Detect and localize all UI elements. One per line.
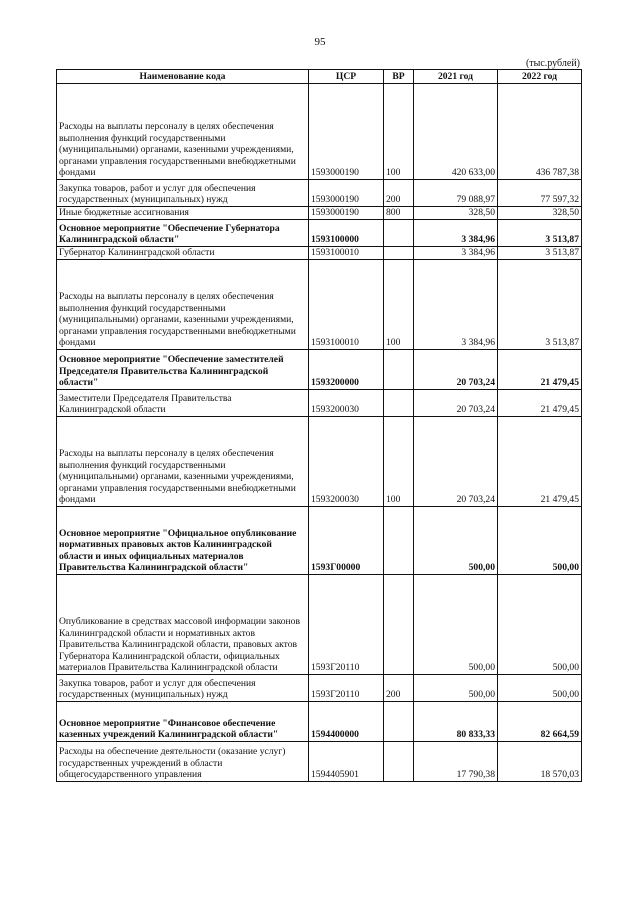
cell-2021: 17 790,38: [414, 742, 498, 782]
cell-2022: 328,50: [498, 207, 582, 220]
cell-vr: 200: [384, 180, 414, 207]
table-row: [57, 207, 582, 220]
cell-name: Расходы на выплаты персоналу в целях обеспечения выполнения функций государственными (муниципальными) органами, казенными учреждениями, органами управления государственными внебюджетными фондами: [57, 417, 309, 507]
cell-csr: 1593000190: [309, 207, 384, 220]
cell-csr: 1593Г20110: [309, 675, 384, 702]
cell-csr: 1593200000: [309, 350, 384, 390]
table-row: [57, 390, 582, 417]
cell-2021: 3 384,96: [414, 220, 498, 247]
header-csr: ЦСР: [309, 70, 384, 84]
cell-vr: [384, 742, 414, 782]
cell-vr: [384, 702, 414, 742]
cell-name: Заместители Председателя Правительства Калининградской области: [57, 390, 309, 417]
cell-2022: 3 513,87: [498, 247, 582, 260]
cell-2021: 328,50: [414, 207, 498, 220]
table-row: [57, 417, 582, 507]
table-row: [57, 260, 582, 350]
cell-csr: 1593Г20110: [309, 575, 384, 675]
cell-2021: 3 384,96: [414, 260, 498, 350]
cell-2021: 20 703,24: [414, 350, 498, 390]
cell-vr: 200: [384, 675, 414, 702]
cell-vr: [384, 507, 414, 575]
cell-2022: 3 513,87: [498, 260, 582, 350]
cell-2022: 3 513,87: [498, 220, 582, 247]
cell-vr: [384, 247, 414, 260]
table-row-section: [57, 702, 582, 742]
cell-name: Основное мероприятие "Финансовое обеспечение казенных учреждений Калининградской области": [57, 702, 309, 742]
cell-csr: 1593200030: [309, 390, 384, 417]
table-row: [57, 742, 582, 782]
cell-2021: 20 703,24: [414, 390, 498, 417]
units-label: (тыс.рублей): [525, 58, 580, 69]
cell-vr: 100: [384, 417, 414, 507]
cell-2022: 82 664,59: [498, 702, 582, 742]
cell-2022: 21 479,45: [498, 417, 582, 507]
cell-name: Расходы на выплаты персоналу в целях обеспечения выполнения функций государственными (муниципальными) органами, казенными учреждениями, органами управления государственными внебюджетными фондами: [57, 260, 309, 350]
cell-2022: 21 479,45: [498, 390, 582, 417]
table-header-row: [57, 70, 582, 84]
cell-name: Закупка товаров, работ и услуг для обеспечения государственных (муниципальных) нужд: [57, 675, 309, 702]
table-row: [57, 675, 582, 702]
header-name: Наименование кода: [57, 70, 309, 84]
cell-csr: 1594405901: [309, 742, 384, 782]
cell-2022: 77 597,32: [498, 180, 582, 207]
cell-2022: 500,00: [498, 507, 582, 575]
cell-name: Иные бюджетные ассигнования: [57, 207, 309, 220]
cell-csr: 1593000190: [309, 180, 384, 207]
cell-vr: [384, 575, 414, 675]
cell-name: Расходы на обеспечение деятельности (оказание услуг) государственных учреждений в области общегосударственного управления: [57, 742, 309, 782]
page-number: 95: [314, 36, 326, 48]
cell-2021: 500,00: [414, 575, 498, 675]
cell-vr: [384, 220, 414, 247]
header-2021: 2021 год: [414, 70, 498, 84]
cell-2022: 18 570,03: [498, 742, 582, 782]
cell-csr: 1593100010: [309, 260, 384, 350]
cell-vr: 800: [384, 207, 414, 220]
cell-vr: [384, 390, 414, 417]
cell-2021: 3 384,96: [414, 247, 498, 260]
cell-vr: 100: [384, 260, 414, 350]
cell-name: Основное мероприятие "Обеспечение Губернатора Калининградской области": [57, 220, 309, 247]
table-row-section: [57, 220, 582, 247]
cell-name: Основное мероприятие "Обеспечение заместителей Председателя Правительства Калининградской области": [57, 350, 309, 390]
budget-table: [56, 69, 582, 782]
cell-2022: 500,00: [498, 575, 582, 675]
cell-csr: 1593Г00000: [309, 507, 384, 575]
header-vr: ВР: [384, 70, 414, 84]
table-row-section: [57, 507, 582, 575]
table-row: [57, 84, 582, 180]
cell-2022: 500,00: [498, 675, 582, 702]
table-row-section: [57, 350, 582, 390]
cell-name: Губернатор Калининградской области: [57, 247, 309, 260]
cell-csr: 1594400000: [309, 702, 384, 742]
cell-2021: 80 833,33: [414, 702, 498, 742]
cell-2021: 20 703,24: [414, 417, 498, 507]
table-row: [57, 247, 582, 260]
cell-csr: 1593000190: [309, 84, 384, 180]
header-2022: 2022 год: [498, 70, 582, 84]
cell-vr: [384, 350, 414, 390]
cell-csr: 1593200030: [309, 417, 384, 507]
table-row: [57, 180, 582, 207]
cell-2021: 79 088,97: [414, 180, 498, 207]
cell-2022: 21 479,45: [498, 350, 582, 390]
cell-csr: 1593100000: [309, 220, 384, 247]
cell-name: Опубликование в средствах массовой информации законов Калининградской области и нормативных актов Правительства Калининградской области, правовых актов Губернатора Калининградской области, официальных материалов Правительства Калининградской области: [57, 575, 309, 675]
cell-vr: 100: [384, 84, 414, 180]
cell-name: Расходы на выплаты персоналу в целях обеспечения выполнения функций государственными (муниципальными) органами, казенными учреждениями, органами управления государственными внебюджетными фондами: [57, 84, 309, 180]
cell-2022: 436 787,38: [498, 84, 582, 180]
table-row: [57, 575, 582, 675]
cell-name: Закупка товаров, работ и услуг для обеспечения государственных (муниципальных) нужд: [57, 180, 309, 207]
cell-csr: 1593100010: [309, 247, 384, 260]
cell-2021: 500,00: [414, 675, 498, 702]
cell-2021: 500,00: [414, 507, 498, 575]
cell-2021: 420 633,00: [414, 84, 498, 180]
cell-name: Основное мероприятие "Официальное опубликование нормативных правовых актов Калининградской области и иных официальных материалов Правительства Калининградской области": [57, 507, 309, 575]
